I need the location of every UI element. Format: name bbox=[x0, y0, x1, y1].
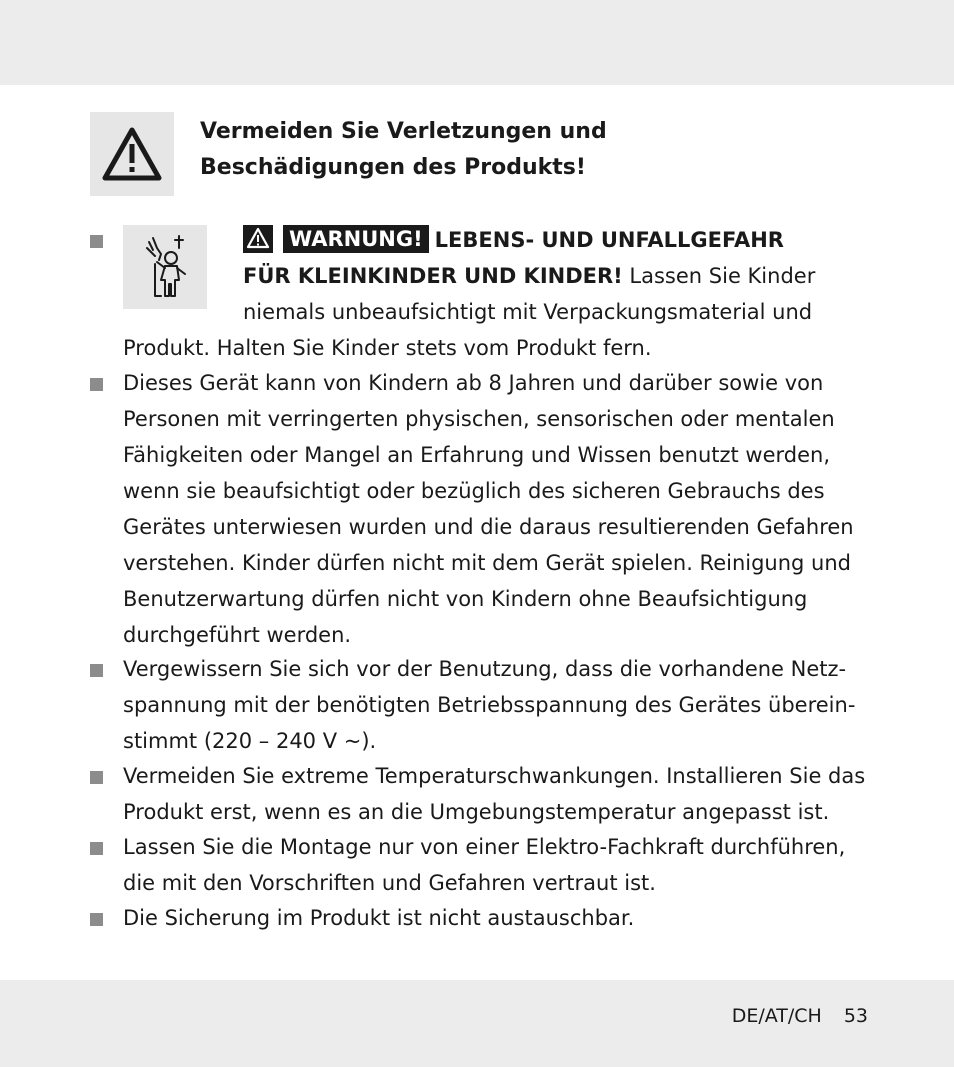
warning-triangle-icon bbox=[243, 225, 273, 253]
bullet-1-line-6: verstehen. Kinder dürfen nicht mit dem Gerät spielen. Reinigung und bbox=[123, 551, 851, 575]
bullet-4-line-1: Lassen Sie die Montage nur von einer Elektro-Fachkraft durchführen, bbox=[123, 835, 846, 859]
bullet-1-line-7: Benutzerwartung dürfen nicht von Kindern ohne Beaufsichtigung bbox=[123, 587, 808, 611]
children-warning-heading-2: FÜR KLEINKINDER UND KINDER! bbox=[243, 264, 623, 288]
bullet-1-line-3: Fähigkeiten oder Mangel an Erfahrung und Wissen benutzt werden, bbox=[123, 443, 831, 467]
bullet-1-line-8: durchgeführt werden. bbox=[123, 623, 352, 647]
warning-tag: WARNUNG! bbox=[283, 225, 429, 253]
headline-line-1: Vermeiden Sie Verletzungen und bbox=[200, 119, 607, 144]
bullet-1-line-2: Personen mit verringerten physischen, sensorischen oder mentalen bbox=[123, 407, 835, 431]
children-warning-line-3: niemals unbeaufsichtigt mit Verpackungsmaterial und bbox=[243, 300, 813, 324]
bullet-3-line-1: Vermeiden Sie extreme Temperaturschwankungen. Installieren Sie das bbox=[123, 764, 866, 788]
footer-region: DE/AT/CH bbox=[731, 1005, 822, 1027]
child-safety-icon-box bbox=[123, 225, 207, 309]
bullet-square bbox=[90, 664, 103, 677]
warning-icon-box bbox=[90, 112, 174, 196]
children-warning-line-1 bbox=[243, 222, 784, 258]
bullet-square bbox=[90, 842, 103, 855]
page-footer bbox=[732, 998, 868, 1034]
children-warning-text: Lassen Sie Kinder bbox=[622, 264, 816, 288]
top-band bbox=[0, 0, 954, 85]
bullet-1-line-1: Dieses Gerät kann von Kindern ab 8 Jahren und darüber sowie von bbox=[123, 371, 824, 395]
children-warning-line-4: Produkt. Halten Sie Kinder stets vom Produkt fern. bbox=[123, 336, 652, 360]
bullet-square bbox=[90, 378, 103, 391]
bullet-square bbox=[90, 771, 103, 784]
bullet-3-line-2: Produkt erst, wenn es an die Umgebungstemperatur angepasst ist. bbox=[123, 800, 830, 824]
bullet-1-line-5: Gerätes unterwiesen wurden und die daraus resultierenden Gefahren bbox=[123, 515, 854, 539]
headline-line-2: Beschädigungen des Produkts! bbox=[200, 155, 586, 180]
children-warning-line-2 bbox=[243, 258, 815, 294]
warning-triangle-icon bbox=[101, 126, 163, 182]
bullet-1-line-4: wenn sie beaufsichtigt oder bezüglich des sicheren Gebrauchs des bbox=[123, 479, 825, 503]
bullet-2-line-3: stimmt (220 – 240 V ~). bbox=[123, 729, 377, 753]
child-safety-icon bbox=[135, 234, 195, 300]
page-number: 53 bbox=[843, 1005, 868, 1027]
children-warning-heading: LEBENS- UND UNFALLGEFAHR bbox=[434, 228, 784, 252]
bullet-square bbox=[90, 913, 103, 926]
bullet-4-line-2: die mit den Vorschriften und Gefahren vertraut ist. bbox=[123, 871, 656, 895]
bullet-square bbox=[90, 235, 103, 248]
bullet-2-line-1: Vergewissern Sie sich vor der Benutzung, dass die vorhandene Netz- bbox=[123, 657, 847, 681]
safety-headline bbox=[200, 114, 800, 186]
bullet-5-line-1: Die Sicherung im Produkt ist nicht austauschbar. bbox=[123, 906, 635, 930]
bullet-2-line-2: spannung mit der benötigten Betriebsspannung des Gerätes überein- bbox=[123, 693, 856, 717]
